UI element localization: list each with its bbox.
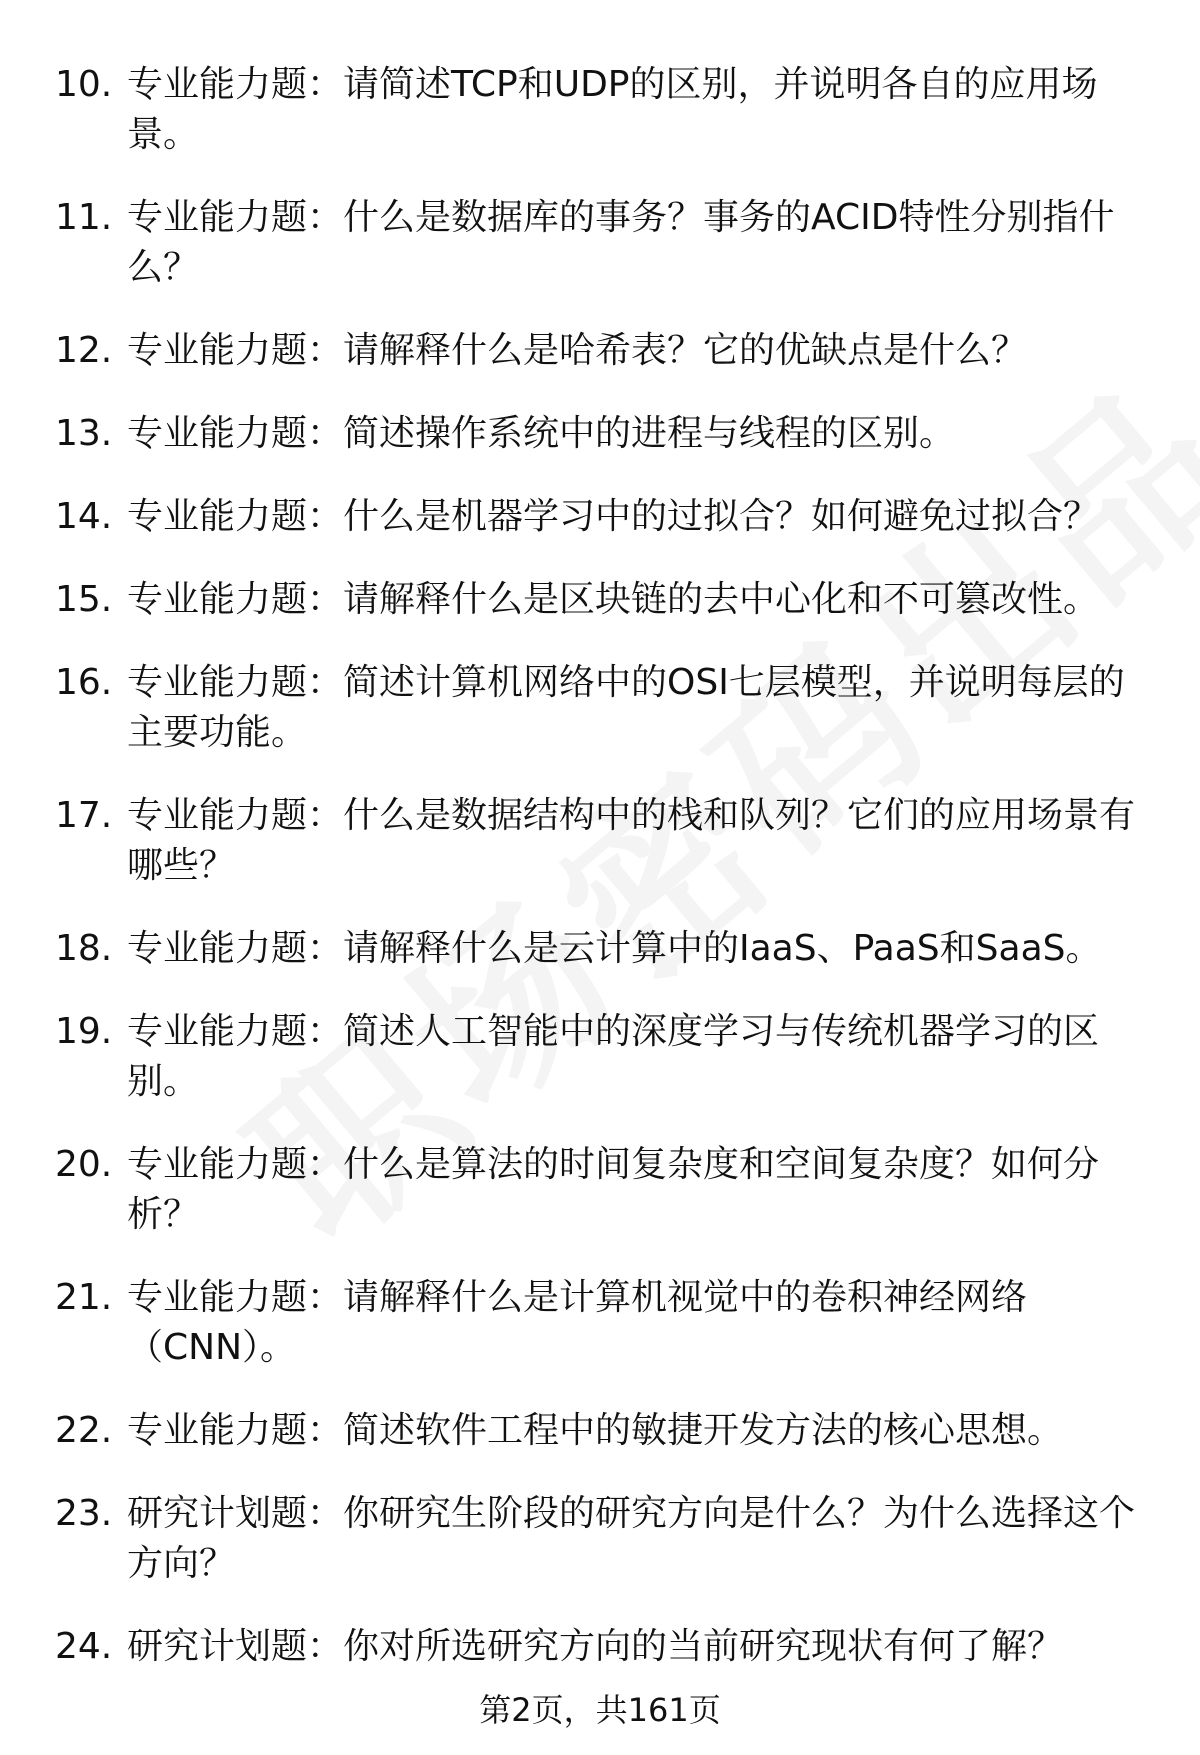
page-number: 第2页，共161页 [479,1691,721,1729]
question-item [0,1489,1200,1589]
question-item [0,1273,1200,1373]
question-text: 专业能力题：简述操作系统中的进程与线程的区别。 [127,413,956,454]
question-list [0,60,1200,1705]
question-item [0,1406,1200,1456]
question-text: 专业能力题：什么是数据结构中的栈和队列？它们的应用场景有哪些？ [127,795,1136,886]
question-item [0,1007,1200,1107]
question-text: 专业能力题：请解释什么是区块链的去中心化和不可篡改性。 [127,579,1100,620]
question-item [0,791,1200,891]
question-text: 专业能力题：请解释什么是哈希表？它的优缺点是什么？ [127,330,1028,371]
question-text: 研究计划题：你研究生阶段的研究方向是什么？为什么选择这个方向？ [127,1493,1136,1584]
question-item [0,60,1200,160]
question-text: 专业能力题：简述软件工程中的敏捷开发方法的核心思想。 [127,1410,1064,1451]
question-text: 专业能力题：请解释什么是计算机视觉中的卷积神经网络（CNN）。 [127,1277,1028,1368]
question-number: 20. [55,1144,113,1185]
question-number: 12. [55,330,113,371]
question-item [0,1140,1200,1240]
question-text: 专业能力题：什么是算法的时间复杂度和空间复杂度？如何分析？ [127,1144,1100,1235]
question-number: 15. [55,579,113,620]
question-number: 18. [55,928,113,969]
question-text: 专业能力题：什么是机器学习中的过拟合？如何避免过拟合？ [127,496,1100,537]
question-number: 23. [55,1493,113,1534]
question-item [0,492,1200,542]
question-text: 专业能力题：什么是数据库的事务？事务的ACID特性分别指什么？ [127,197,1115,288]
question-text: 专业能力题：请简述TCP和UDP的区别，并说明各自的应用场景。 [127,64,1098,155]
question-number: 19. [55,1011,113,1052]
question-item [0,1622,1200,1672]
question-item [0,575,1200,625]
question-item [0,193,1200,293]
question-number: 22. [55,1410,113,1451]
question-number: 10. [55,64,113,105]
question-number: 13. [55,413,113,454]
question-item [0,326,1200,376]
question-text: 研究计划题：你对所选研究方向的当前研究现状有何了解？ [127,1626,1064,1667]
question-item [0,409,1200,459]
question-number: 11. [55,197,113,238]
question-item [0,924,1200,974]
question-number: 21. [55,1277,113,1318]
question-number: 16. [55,662,113,703]
question-number: 24. [55,1626,113,1667]
question-item [0,658,1200,758]
question-number: 14. [55,496,113,537]
question-number: 17. [55,795,113,836]
question-text: 专业能力题：简述计算机网络中的OSI七层模型，并说明每层的主要功能。 [127,662,1125,753]
question-text: 专业能力题：请解释什么是云计算中的IaaS、PaaS和SaaS。 [127,928,1102,969]
question-text: 专业能力题：简述人工智能中的深度学习与传统机器学习的区别。 [127,1011,1100,1102]
